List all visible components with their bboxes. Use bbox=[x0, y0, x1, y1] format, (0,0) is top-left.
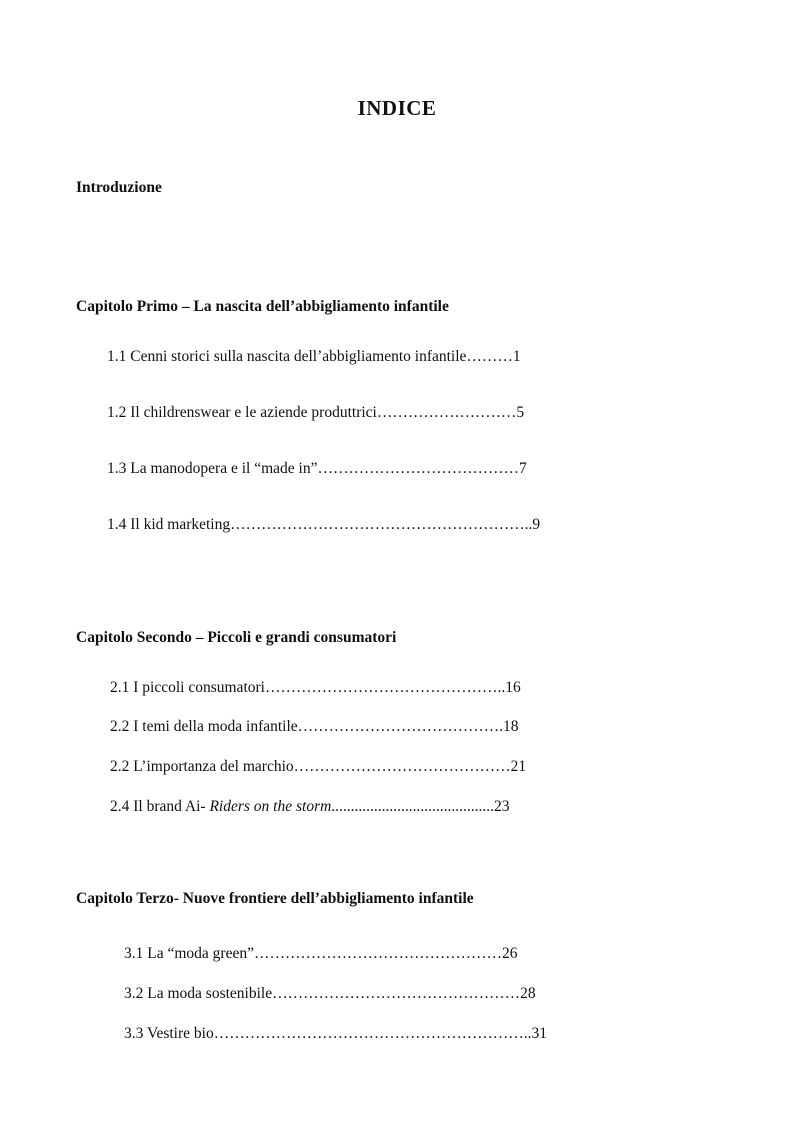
toc-entry-3-3: 3.3 Vestire bio……………………………………………………..31 bbox=[124, 1025, 547, 1042]
toc-entry-3-2: 3.2 La moda sostenibile…………………………………………28 bbox=[124, 985, 536, 1002]
toc-entry-3-1: 3.1 La “moda green”…………………………………………26 bbox=[124, 945, 518, 962]
toc-entry-1-3: 1.3 La manodopera e il “made in”…………………………………7 bbox=[107, 460, 527, 477]
toc-entry-2-4 bbox=[110, 798, 510, 816]
toc-entry-2-4-leader: ..........................................23 bbox=[331, 798, 510, 815]
chapter-1-heading: Capitolo Primo – La nascita dell’abbigliamento infantile bbox=[76, 298, 449, 315]
introduction-heading: Introduzione bbox=[76, 179, 162, 196]
toc-entry-2-2: 2.2 I temi della moda infantile………………………………….18 bbox=[110, 718, 519, 735]
chapter-2-heading: Capitolo Secondo – Piccoli e grandi consumatori bbox=[76, 629, 397, 646]
toc-entry-2-3: 2.2 L’importanza del marchio……………………………………21 bbox=[110, 758, 527, 775]
toc-entry-2-4-prefix: 2.4 Il brand Ai- bbox=[110, 798, 210, 815]
toc-entry-1-4: 1.4 Il kid marketing…………………………………………………..9 bbox=[107, 516, 541, 533]
page-title: INDICE bbox=[357, 96, 437, 120]
toc-entry-1-2: 1.2 Il childrenswear e le aziende produttrici………………………5 bbox=[107, 404, 525, 421]
toc-entry-2-4-italic-title: Riders on the storm bbox=[209, 798, 332, 815]
toc-entry-2-1: 2.1 I piccoli consumatori………………………………………..16 bbox=[110, 679, 521, 696]
toc-entry-1-1: 1.1 Cenni storici sulla nascita dell’abbigliamento infantile………1 bbox=[107, 348, 521, 365]
chapter-3-heading: Capitolo Terzo- Nuove frontiere dell’abbigliamento infantile bbox=[76, 890, 474, 907]
